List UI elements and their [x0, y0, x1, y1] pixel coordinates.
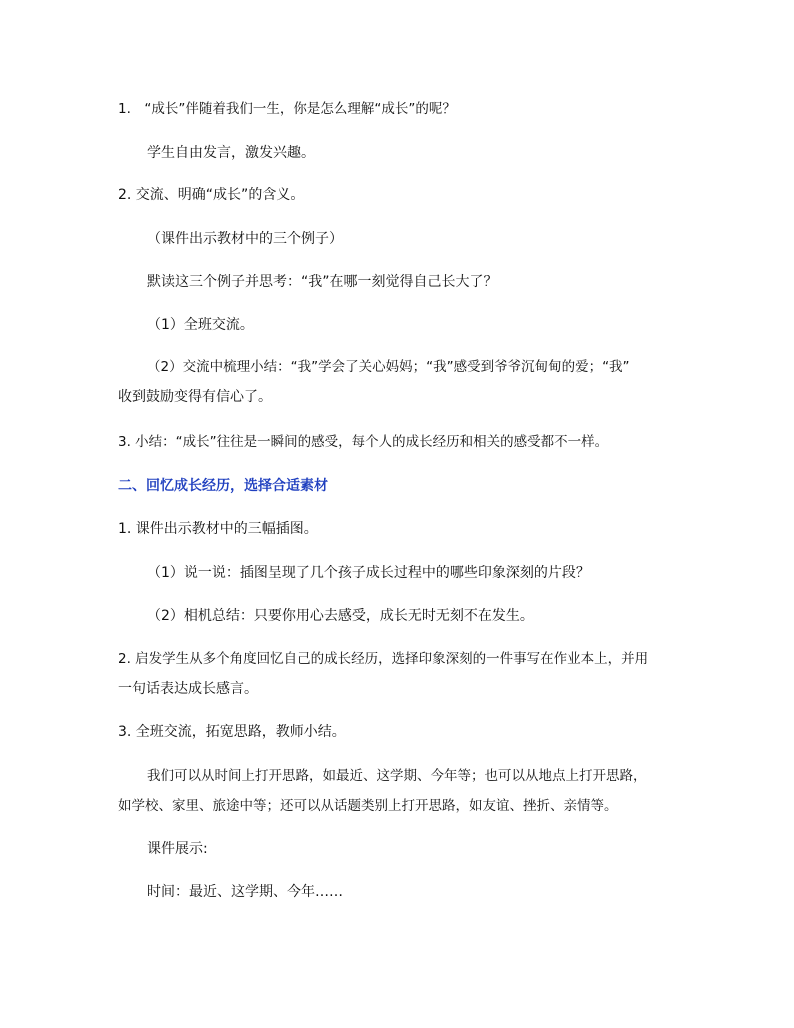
step-1-illustrations: 1. 课件出示教材中的三幅插图。: [118, 521, 318, 537]
reading-prompt: 默读这三个例子并思考：“我”在哪一刻觉得自己长大了？: [147, 274, 498, 290]
activity-2-line-2: 收到鼓励变得有信心了。: [118, 389, 272, 405]
discussion-1: （1）说一说：插图呈现了几个孩子成长过程中的哪些印象深刻的片段？: [147, 565, 590, 581]
activity-2-line-1: （2）交流中梳理小结：“我”学会了关心妈妈；“我”感受到爷爷沉甸甸的爱；“我”: [147, 359, 630, 375]
question-1: 1. “成长”伴随着我们一生，你是怎么理解“成长”的呢？: [118, 101, 456, 117]
step-2-line-1: 2. 启发学生从多个角度回忆自己的成长经历，选择印象深刻的一件事写在作业本上，并用: [118, 651, 649, 667]
step-3: 3. 全班交流，拓宽思路，教师小结。: [118, 724, 346, 740]
courseware-examples: （课件出示教材中的三个例子）: [147, 231, 343, 247]
activity-1: （1）全班交流。: [147, 317, 254, 333]
discussion-2: （2）相机总结：只要你用心去感受，成长无时无刻不在发生。: [147, 608, 534, 624]
step-2-line-2: 一句话表达成长感言。: [118, 681, 258, 697]
teacher-summary-line-1: 我们可以从时间上打开思路，如最近、这学期、今年等；也可以从地点上打开思路，: [147, 768, 647, 784]
courseware-display-label: 课件展示:: [147, 841, 208, 857]
student-response: 学生自由发言，激发兴趣。: [147, 145, 315, 161]
teacher-summary-line-2: 如学校、家里、旅途中等；还可以从话题类别上打开思路，如友谊、挫折、亲情等。: [118, 798, 618, 814]
time-examples: 时间：最近、这学期、今年……: [147, 884, 343, 900]
summary-3: 3. 小结：“成长”往往是一瞬间的感受，每个人的成长经历和相关的感受都不一样。: [118, 434, 609, 450]
section-heading: 二、回忆成长经历，选择合适素材: [118, 478, 328, 494]
step-2: 2. 交流、明确“成长”的含义。: [118, 187, 305, 203]
